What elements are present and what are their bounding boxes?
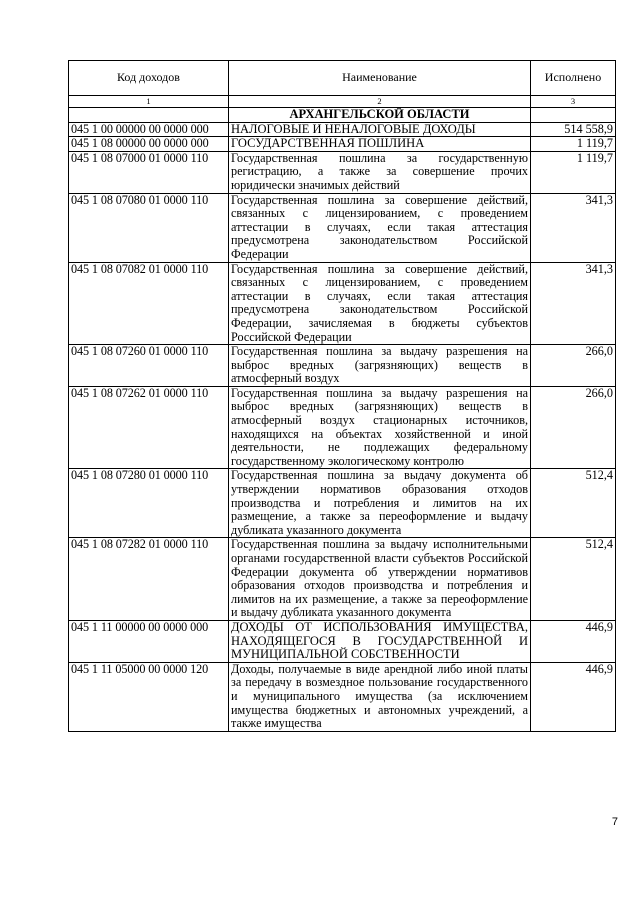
row-code: 045 1 08 07082 01 0000 110: [69, 262, 229, 345]
row-value: 266,0: [531, 386, 616, 469]
column-number-row: [69, 96, 616, 108]
row-value: 514 558,9: [531, 122, 616, 137]
row-code: 045 1 08 07080 01 0000 110: [69, 193, 229, 262]
row-name: НАЛОГОВЫЕ И НЕНАЛОГОВЫЕ ДОХОДЫ: [229, 122, 531, 137]
table-row: [69, 137, 616, 152]
row-code: 045 1 08 07000 01 0000 110: [69, 151, 229, 193]
table-row: [69, 262, 616, 345]
row-code: 045 1 08 00000 00 0000 000: [69, 137, 229, 152]
table-row: [69, 662, 616, 731]
table-row: [69, 620, 616, 662]
row-name: Государственная пошлина за выдачу исполнительными органами государственной власти субъектов Российской Федерации документа об утверждении нормативов образования отходов производства и потребления и лимитов на их размещение, а также за переоформление и выдачу дубликата указанного документа: [229, 538, 531, 621]
column-number-2: 2: [229, 96, 531, 108]
table-row: [69, 538, 616, 621]
row-value: 341,3: [531, 193, 616, 262]
row-value: 512,4: [531, 469, 616, 538]
row-value: 341,3: [531, 262, 616, 345]
row-name: Государственная пошлина за совершение действий, связанных с лицензированием, с проведением аттестации в случаях, если такая аттестация предусмотрена законодательством Российской Федерации: [229, 193, 531, 262]
section-title-row: [69, 108, 616, 123]
row-name: Государственная пошлина за выдачу разрешения на выброс вредных (загрязняющих) веществ в атмосферный воздух стационарных источников, находящихся на объектах хозяйственной и иной деятельности, не подлежащих федеральному государственному экологическому контролю: [229, 386, 531, 469]
row-value: 266,0: [531, 345, 616, 387]
row-value: 446,9: [531, 662, 616, 731]
table-row: [69, 151, 616, 193]
row-name: Государственная пошлина за совершение действий, связанных с лицензированием, с проведением аттестации в случаях, если такая аттестация предусмотрена законодательством Российской Федерации, зачисляемая в бюджеты субъектов Российской Федерации: [229, 262, 531, 345]
header-value: Исполнено: [531, 61, 616, 96]
row-name: Доходы, получаемые в виде арендной либо иной платы за передачу в возмездное пользование государственного и муниципального имущества (за исключением имущества бюджетных и автономных учреждений, а также имущества: [229, 662, 531, 731]
table-header-row: [69, 61, 616, 96]
table-row: [69, 193, 616, 262]
row-code: 045 1 11 05000 00 0000 120: [69, 662, 229, 731]
row-value: 1 119,7: [531, 137, 616, 152]
row-code: 045 1 00 00000 00 0000 000: [69, 122, 229, 137]
revenue-table: [68, 60, 616, 732]
row-value: 446,9: [531, 620, 616, 662]
row-value: 512,4: [531, 538, 616, 621]
row-value: 1 119,7: [531, 151, 616, 193]
column-number-1: 1: [69, 96, 229, 108]
row-name: ГОСУДАРСТВЕННАЯ ПОШЛИНА: [229, 137, 531, 152]
row-name: Государственная пошлина за выдачу документа об утверждении нормативов образования отходов производства и потребления и лимитов на их размещение, а также за переоформление и выдачу дубликата указанного документа: [229, 469, 531, 538]
header-name: Наименование: [229, 61, 531, 96]
row-name: ДОХОДЫ ОТ ИСПОЛЬЗОВАНИЯ ИМУЩЕСТВА, НАХОДЯЩЕГОСЯ В ГОСУДАРСТВЕННОЙ И МУНИЦИПАЛЬНОЙ СОБСТВЕННОСТИ: [229, 620, 531, 662]
table-row: [69, 122, 616, 137]
table-row: [69, 345, 616, 387]
table-row: [69, 469, 616, 538]
section-title: АРХАНГЕЛЬСКОЙ ОБЛАСТИ: [229, 108, 531, 123]
row-code: 045 1 11 00000 00 0000 000: [69, 620, 229, 662]
row-code: 045 1 08 07282 01 0000 110: [69, 538, 229, 621]
row-code: 045 1 08 07280 01 0000 110: [69, 469, 229, 538]
row-code: 045 1 08 07262 01 0000 110: [69, 386, 229, 469]
column-number-3: 3: [531, 96, 616, 108]
table-row: [69, 386, 616, 469]
row-name: Государственная пошлина за государственную регистрацию, а также за совершение прочих юридически значимых действий: [229, 151, 531, 193]
header-code: Код доходов: [69, 61, 229, 96]
page-number: 7: [611, 816, 618, 828]
row-code: 045 1 08 07260 01 0000 110: [69, 345, 229, 387]
row-name: Государственная пошлина за выдачу разрешения на выброс вредных (загрязняющих) веществ в атмосферный воздух: [229, 345, 531, 387]
